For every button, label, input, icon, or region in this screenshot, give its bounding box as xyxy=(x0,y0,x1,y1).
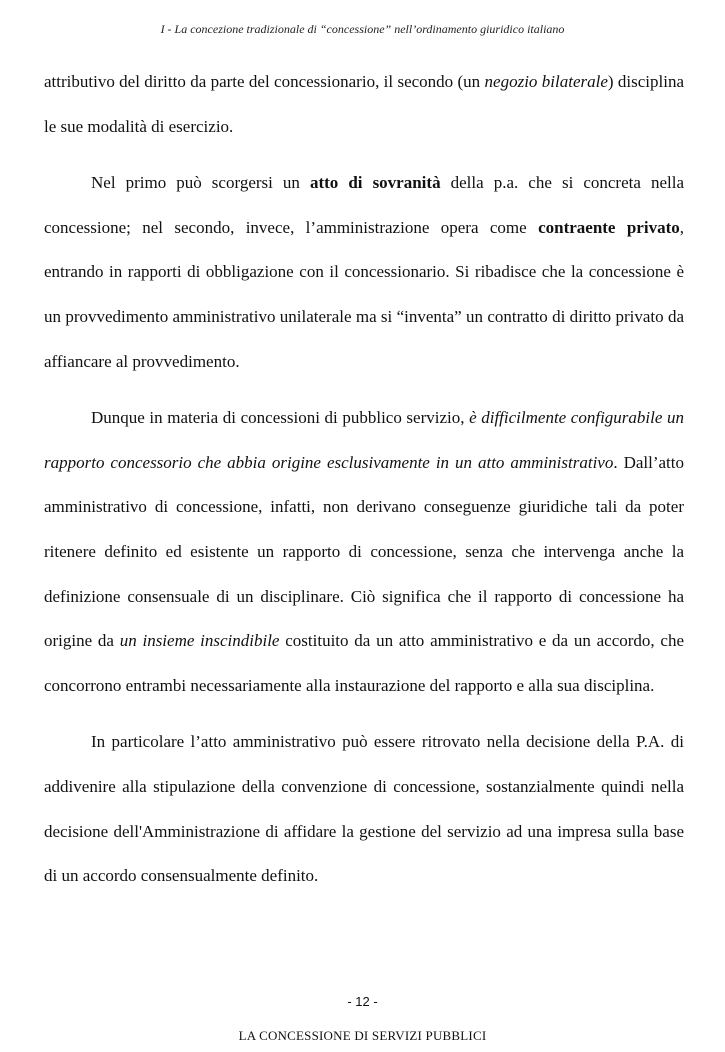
text-segment: , entrando in rapporti di obbligazione con il concessionario. Si ribadisce che la concessione è un provvedimento amministrativo unilaterale ma si “inventa” un contratto di diritto privato da affiancare al provvedimento. xyxy=(44,217,684,371)
paragraph-1 xyxy=(44,60,684,149)
paragraph-3 xyxy=(44,396,684,708)
text-segment: In particolare l’atto amministrativo può essere ritrovato nella decisione della P.A. di addivenire alla stipulazione della convenzione di concessione, sostanzialmente quindi nella decisione dell'Amministrazione di affidare la gestione del servizio ad una impresa sulla base di un accordo consensualmente definito. xyxy=(44,732,684,886)
text-segment: Nel primo può scorgersi un xyxy=(91,173,310,193)
body-text xyxy=(44,60,684,899)
bold-text: contraente privato xyxy=(538,217,680,237)
text-segment: Dunque in materia di concessioni di pubblico servizio, xyxy=(91,408,470,428)
running-footer: LA CONCESSIONE DI SERVIZI PUBBLICI xyxy=(238,1028,487,1043)
italic-text: un insieme inscindibile xyxy=(119,631,280,651)
italic-text: è difficilmente configurabile un rapporto concessorio che abbia origine esclusivamente in un atto amministrativo xyxy=(44,408,684,472)
running-header: I - La concezione tradizionale di “concessione” nell’ordinamento giuridico italiano xyxy=(160,22,565,36)
text-segment: ) disciplina le sue modalità di esercizio. xyxy=(44,72,685,136)
italic-text: negozio bilaterale xyxy=(484,72,608,91)
text-segment: attributivo del diritto da parte del concessionario, il secondo (un xyxy=(44,72,485,91)
bold-text: atto di sovranità xyxy=(309,173,441,193)
text-segment: della p.a. che si concreta nella concessione; nel secondo, invece, l’amministrazione opera come xyxy=(44,173,684,237)
text-segment: costituito da un atto amministrativo e da un accordo, che concorrono entrambi necessariamente alla instaurazione del rapporto e alla sua disciplina. xyxy=(44,631,684,695)
paragraph-2 xyxy=(44,161,684,384)
page-number: - 12 - xyxy=(347,994,378,1009)
paragraph-4 xyxy=(44,720,684,898)
text-segment: . Dall’atto amministrativo di concessione, infatti, non derivano conseguenze giuridiche tali da poter ritenere definito ed esistente un rapporto di concessione, senza che intervenga anche la definizione consensuale di un disciplinare. Ciò significa che il rapporto di concessione ha origine da xyxy=(44,452,685,651)
